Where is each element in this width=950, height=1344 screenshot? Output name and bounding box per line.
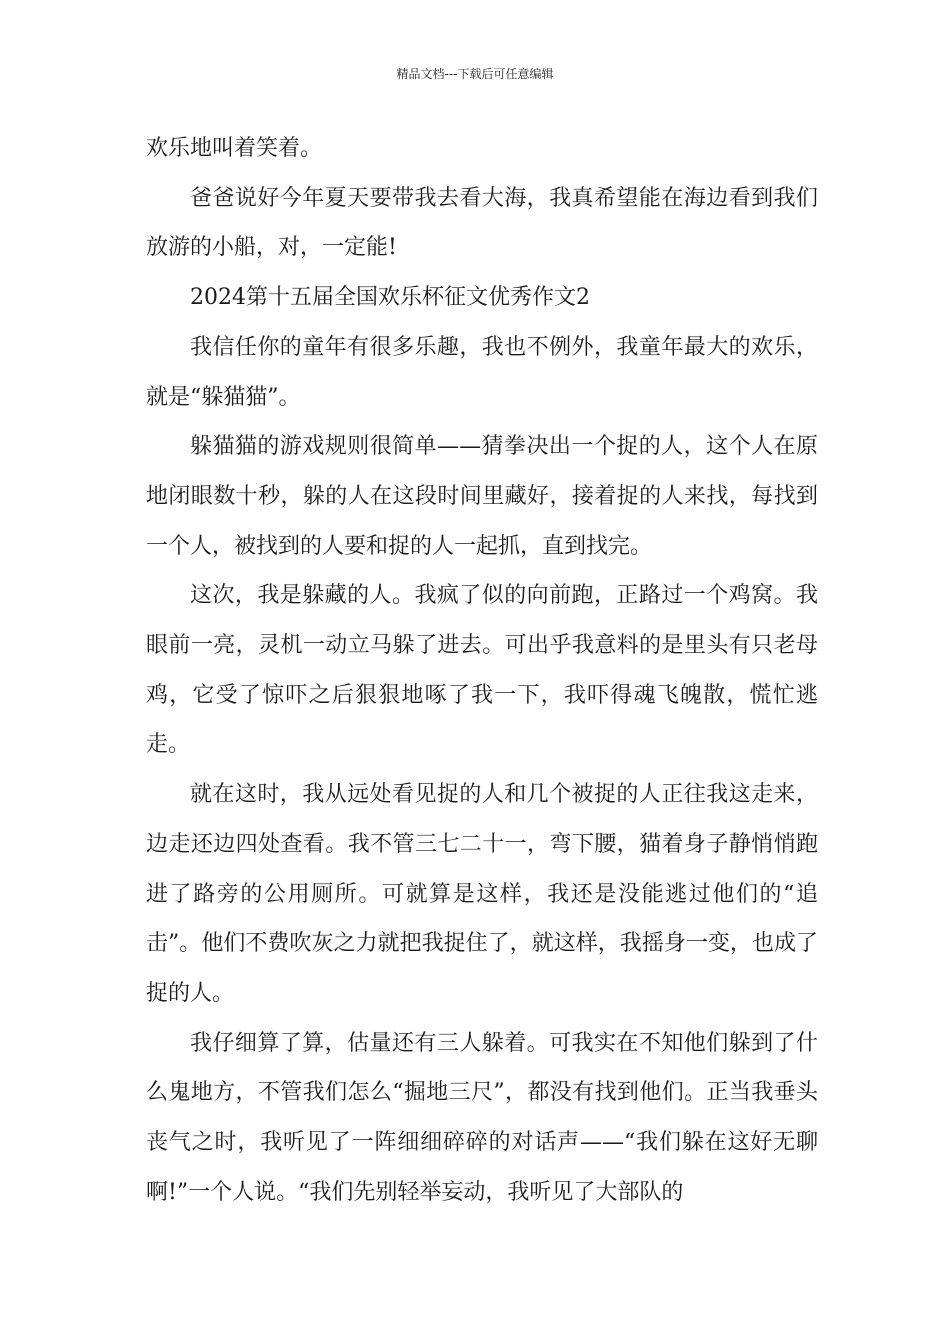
paragraph-7: 我仔细算了算，估量还有三人躲着。可我实在不知他们躲到了什么鬼地方，不管我们怎么“掘地三尺”，都没有找到他们。正当我垂头丧气之时，我听见了一阵细细碎碎的对话声——“我们躲在这好无聊啊!”一个人说。“我们先别轻举妄动，我听见了大部队的 <box>146 1030 818 1205</box>
paragraph-3: 我信任你的童年有很多乐趣，我也不例外，我童年最大的欢乐，就是“躲猫猫”。 <box>146 334 818 410</box>
section-title: 2024第十五届全国欢乐杯征文优秀作文2 <box>190 285 590 311</box>
paragraph-6: 就在这时，我从远处看见捉的人和几个被捉的人正往我这走来，边走还边四处查看。我不管三七二十一，弯下腰，猫着身子静悄悄跑进了路旁的公用厕所。可就算是这样，我还是没能逃过他们的“追击”。他们不费吹灰之力就把我捉住了，就这样，我摇身一变，也成了捉的人。 <box>146 782 818 1006</box>
paragraph-5: 这次，我是躲藏的人。我疯了似的向前跑，正路过一个鸡窝。我眼前一亮，灵机一动立马躲了进去。可出乎我意料的是里头有只老母鸡，它受了惊吓之后狠狠地啄了我一下，我吓得魂飞魄散，慌忙逃走。 <box>146 583 818 758</box>
paragraph-4: 躲猫猫的游戏规则很简单——猜拳决出一个捉的人，这个人在原地闭眼数十秒，躲的人在这段时间里藏好，接着捉的人来找，每找到一个人，被找到的人要和捉的人一起抓，直到找完。 <box>146 434 818 559</box>
document-body <box>146 124 818 1217</box>
paragraph-1: 欢乐地叫着笑着。 <box>146 136 323 161</box>
page-header: 精品文档---下载后可任意编辑 <box>396 67 554 81</box>
paragraph-2: 爸爸说好今年夏天要带我去看大海，我真希望能在海边看到我们放游的小船，对，一定能! <box>146 185 818 261</box>
